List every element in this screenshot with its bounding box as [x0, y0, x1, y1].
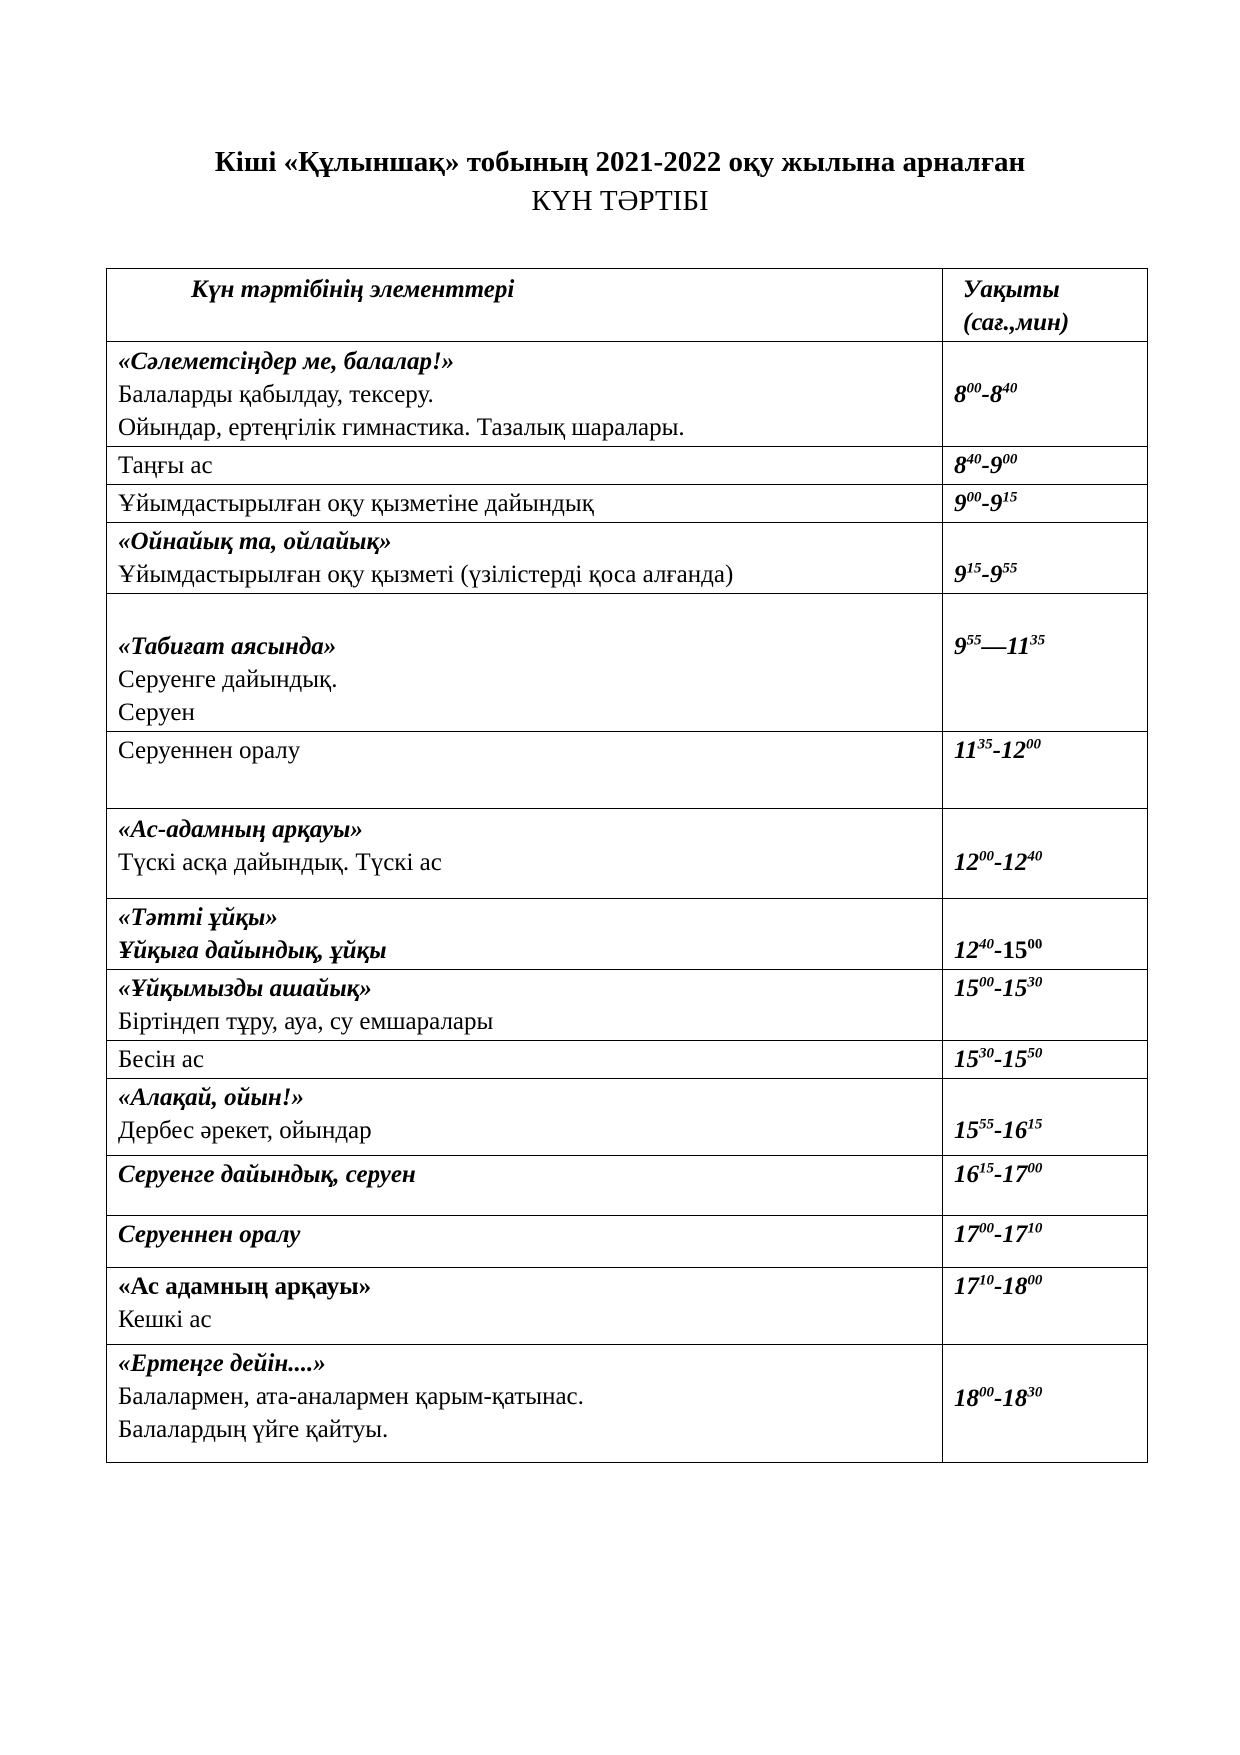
row-line: Балалармен, ата-аналармен қарым-қатынас. — [118, 1383, 584, 1410]
time-start-minutes: 10 — [979, 1272, 994, 1289]
row-heading: «Ас адамның арқауы» — [118, 1273, 372, 1300]
document-subtitle: КҮН ТӘРТІБІ — [531, 185, 709, 217]
time-end: 15 — [1002, 937, 1028, 964]
row-line: Түскі асқа дайындық. Түскі ас — [118, 849, 442, 876]
row-line: Ойындар, ертеңгілік гимнастика. Тазалық шаралары. — [118, 414, 685, 441]
time-start: 15 — [954, 1117, 979, 1144]
table-row — [107, 970, 1148, 1041]
activity-cell — [107, 485, 943, 523]
activity-cell — [107, 523, 943, 594]
table-row — [107, 485, 1148, 523]
row-line: Балаларды қабылдау, тексеру. — [118, 381, 434, 408]
activity-cell — [107, 1041, 943, 1079]
header-time: Уақыты (сағ.,мин) — [943, 269, 1148, 342]
row-line: Серуен — [118, 699, 195, 726]
time-separator: - — [994, 1117, 1003, 1144]
time-end: 9 — [989, 452, 1003, 479]
header-activity: Күн тәртібінің элементтері — [107, 269, 943, 342]
row-line: Кешкі ас — [118, 1306, 212, 1333]
time-end-minutes: 00 — [1025, 736, 1041, 753]
row-heading: «Тәтті ұйқы» — [118, 904, 278, 931]
row-heading: «Табиғат аясында» — [118, 633, 337, 660]
activity-cell — [107, 899, 943, 970]
time-cell — [943, 1079, 1148, 1156]
activity-cell — [107, 447, 943, 485]
time-cell — [943, 1216, 1148, 1268]
time-end: 16 — [1002, 1117, 1028, 1144]
schedule-table — [106, 268, 1148, 1463]
time-start: 16 — [954, 1161, 979, 1188]
row-line: Таңғы ас — [118, 452, 213, 479]
time-separator: - — [994, 1385, 1003, 1412]
table-row — [107, 1041, 1148, 1079]
row-heading: «Сәлеметсіңдер ме, балалар!» — [118, 348, 455, 375]
time-start-minutes: 00 — [966, 489, 982, 506]
time-end-minutes: 35 — [1030, 632, 1046, 649]
time-start: 17 — [954, 1273, 979, 1300]
activity-cell — [107, 1156, 943, 1216]
time-start-minutes: 00 — [979, 1384, 994, 1401]
row-heading: Ұйқыға дайындық, ұйқы — [118, 937, 387, 964]
table-row — [107, 732, 1148, 809]
time-end: 9 — [989, 490, 1003, 517]
activity-cell — [107, 1345, 943, 1463]
table-row — [107, 899, 1148, 970]
time-end-minutes: 00 — [1027, 936, 1043, 953]
time-end-minutes: 40 — [1027, 848, 1043, 865]
time-separator: - — [994, 1273, 1003, 1300]
time-start-minutes: 00 — [966, 380, 982, 397]
table-row — [107, 1216, 1148, 1268]
time-end: 17 — [1002, 1161, 1028, 1188]
time-start-minutes: 00 — [979, 1220, 994, 1237]
time-separator: - — [994, 1161, 1003, 1188]
time-start-minutes: 00 — [979, 848, 994, 865]
time-end-minutes: 50 — [1027, 1045, 1043, 1062]
time-cell — [943, 342, 1148, 447]
time-start-minutes: 40 — [966, 451, 982, 468]
time-end: 12 — [1002, 849, 1028, 876]
time-end: 11 — [1006, 633, 1031, 660]
time-start: 8 — [954, 380, 967, 408]
time-separator: - — [981, 561, 990, 588]
row-line: Серуенге дайындық. — [118, 666, 338, 693]
time-start-minutes: 40 — [979, 936, 994, 953]
table-row — [107, 1345, 1148, 1463]
time-end: 15 — [1002, 1046, 1028, 1073]
row-line: Біртіндеп тұру, ауа, су емшаралары — [118, 1008, 494, 1035]
table-row — [107, 594, 1148, 732]
activity-cell — [107, 342, 943, 447]
row-heading: «Алақай, ойын!» — [118, 1084, 304, 1111]
time-start: 15 — [954, 975, 979, 1002]
time-end: 18 — [1002, 1385, 1028, 1412]
time-start-minutes: 35 — [977, 736, 993, 753]
time-end: 17 — [1002, 1221, 1028, 1248]
time-end-minutes: 40 — [1002, 380, 1018, 397]
activity-cell — [107, 1079, 943, 1156]
activity-cell — [107, 732, 943, 809]
time-end-minutes: 15 — [1027, 1116, 1043, 1133]
document-title: Кіші «Құлыншақ» тобының 2021-2022 оқу жылына арналған — [214, 146, 1026, 178]
row-heading: «Ертеңге дейін....» — [118, 1350, 326, 1377]
activity-cell — [107, 809, 943, 899]
time-end-minutes: 00 — [1027, 1272, 1043, 1289]
table-row — [107, 1268, 1148, 1345]
time-separator: - — [981, 490, 990, 517]
row-line: Балалардың үйге қайтуы. — [118, 1416, 389, 1443]
time-start: 12 — [954, 937, 979, 964]
time-end-minutes: 10 — [1027, 1220, 1043, 1237]
time-cell — [943, 732, 1148, 809]
time-start: 9 — [954, 633, 967, 660]
time-end-minutes: 00 — [1002, 451, 1018, 468]
row-heading: «Ас-адамның арқауы» — [118, 816, 363, 843]
table-row — [107, 809, 1148, 899]
table-row — [107, 447, 1148, 485]
time-end-minutes: 30 — [1027, 1384, 1043, 1401]
time-separator: - — [992, 737, 1001, 764]
time-start-minutes: 55 — [979, 1116, 994, 1133]
time-separator: — — [981, 633, 1007, 660]
time-cell — [943, 523, 1148, 594]
time-end-minutes: 00 — [1027, 1160, 1043, 1177]
time-start-minutes: 55 — [966, 632, 982, 649]
time-separator: - — [994, 849, 1003, 876]
time-cell — [943, 1041, 1148, 1079]
time-end-minutes: 30 — [1027, 974, 1043, 991]
time-end: 12 — [1000, 737, 1026, 764]
table-header-row — [107, 269, 1148, 342]
time-separator: - — [994, 1221, 1003, 1248]
time-start-minutes: 15 — [966, 560, 982, 577]
row-heading: Серуенге дайындық, серуен — [118, 1161, 416, 1188]
time-start: 9 — [954, 561, 967, 588]
row-line: Ұйымдастырылған оқу қызметі (үзілістерді қоса алғанда) — [118, 561, 734, 588]
row-heading: «Ұйқымызды ашайық» — [118, 975, 372, 1002]
time-end: 18 — [1002, 1273, 1028, 1300]
activity-cell — [107, 970, 943, 1041]
time-cell — [943, 970, 1148, 1041]
time-separator: - — [981, 380, 990, 408]
time-start: 18 — [954, 1385, 979, 1412]
row-line: Ұйымдастырылған оқу қызметіне дайындық — [118, 490, 594, 517]
time-separator: - — [994, 975, 1003, 1002]
row-heading: Серуеннен оралу — [118, 1221, 301, 1248]
time-start: 9 — [954, 490, 967, 517]
time-cell — [943, 1345, 1148, 1463]
time-cell — [943, 447, 1148, 485]
time-cell — [943, 899, 1148, 970]
time-start: 8 — [954, 452, 967, 479]
table-row — [107, 523, 1148, 594]
time-end: 9 — [989, 561, 1003, 588]
table-row — [107, 1079, 1148, 1156]
time-start-minutes: 00 — [979, 974, 994, 991]
activity-cell — [107, 1268, 943, 1345]
row-line: Бесін ас — [118, 1046, 204, 1073]
time-cell — [943, 485, 1148, 523]
activity-cell — [107, 594, 943, 732]
time-end-minutes: 15 — [1002, 489, 1018, 506]
time-start: 11 — [954, 737, 978, 764]
time-end-minutes: 55 — [1002, 560, 1018, 577]
time-cell — [943, 809, 1148, 899]
row-heading: «Ойнайық та, ойлайық» — [118, 528, 392, 555]
time-separator: - — [994, 937, 1003, 964]
time-separator: - — [994, 1046, 1003, 1073]
table-row — [107, 342, 1148, 447]
time-start: 12 — [954, 849, 979, 876]
time-cell — [943, 1156, 1148, 1216]
time-separator: - — [981, 452, 990, 479]
time-end: 15 — [1002, 975, 1028, 1002]
time-start-minutes: 15 — [979, 1160, 994, 1177]
time-cell — [943, 594, 1148, 732]
activity-cell — [107, 1216, 943, 1268]
row-line: Дербес әрекет, ойындар — [118, 1117, 372, 1144]
row-line: Серуеннен оралу — [118, 737, 301, 764]
time-start-minutes: 30 — [979, 1045, 994, 1062]
table-row — [107, 1156, 1148, 1216]
time-cell — [943, 1268, 1148, 1345]
time-end: 8 — [989, 380, 1003, 408]
time-start: 15 — [954, 1046, 979, 1073]
time-start: 17 — [954, 1221, 979, 1248]
